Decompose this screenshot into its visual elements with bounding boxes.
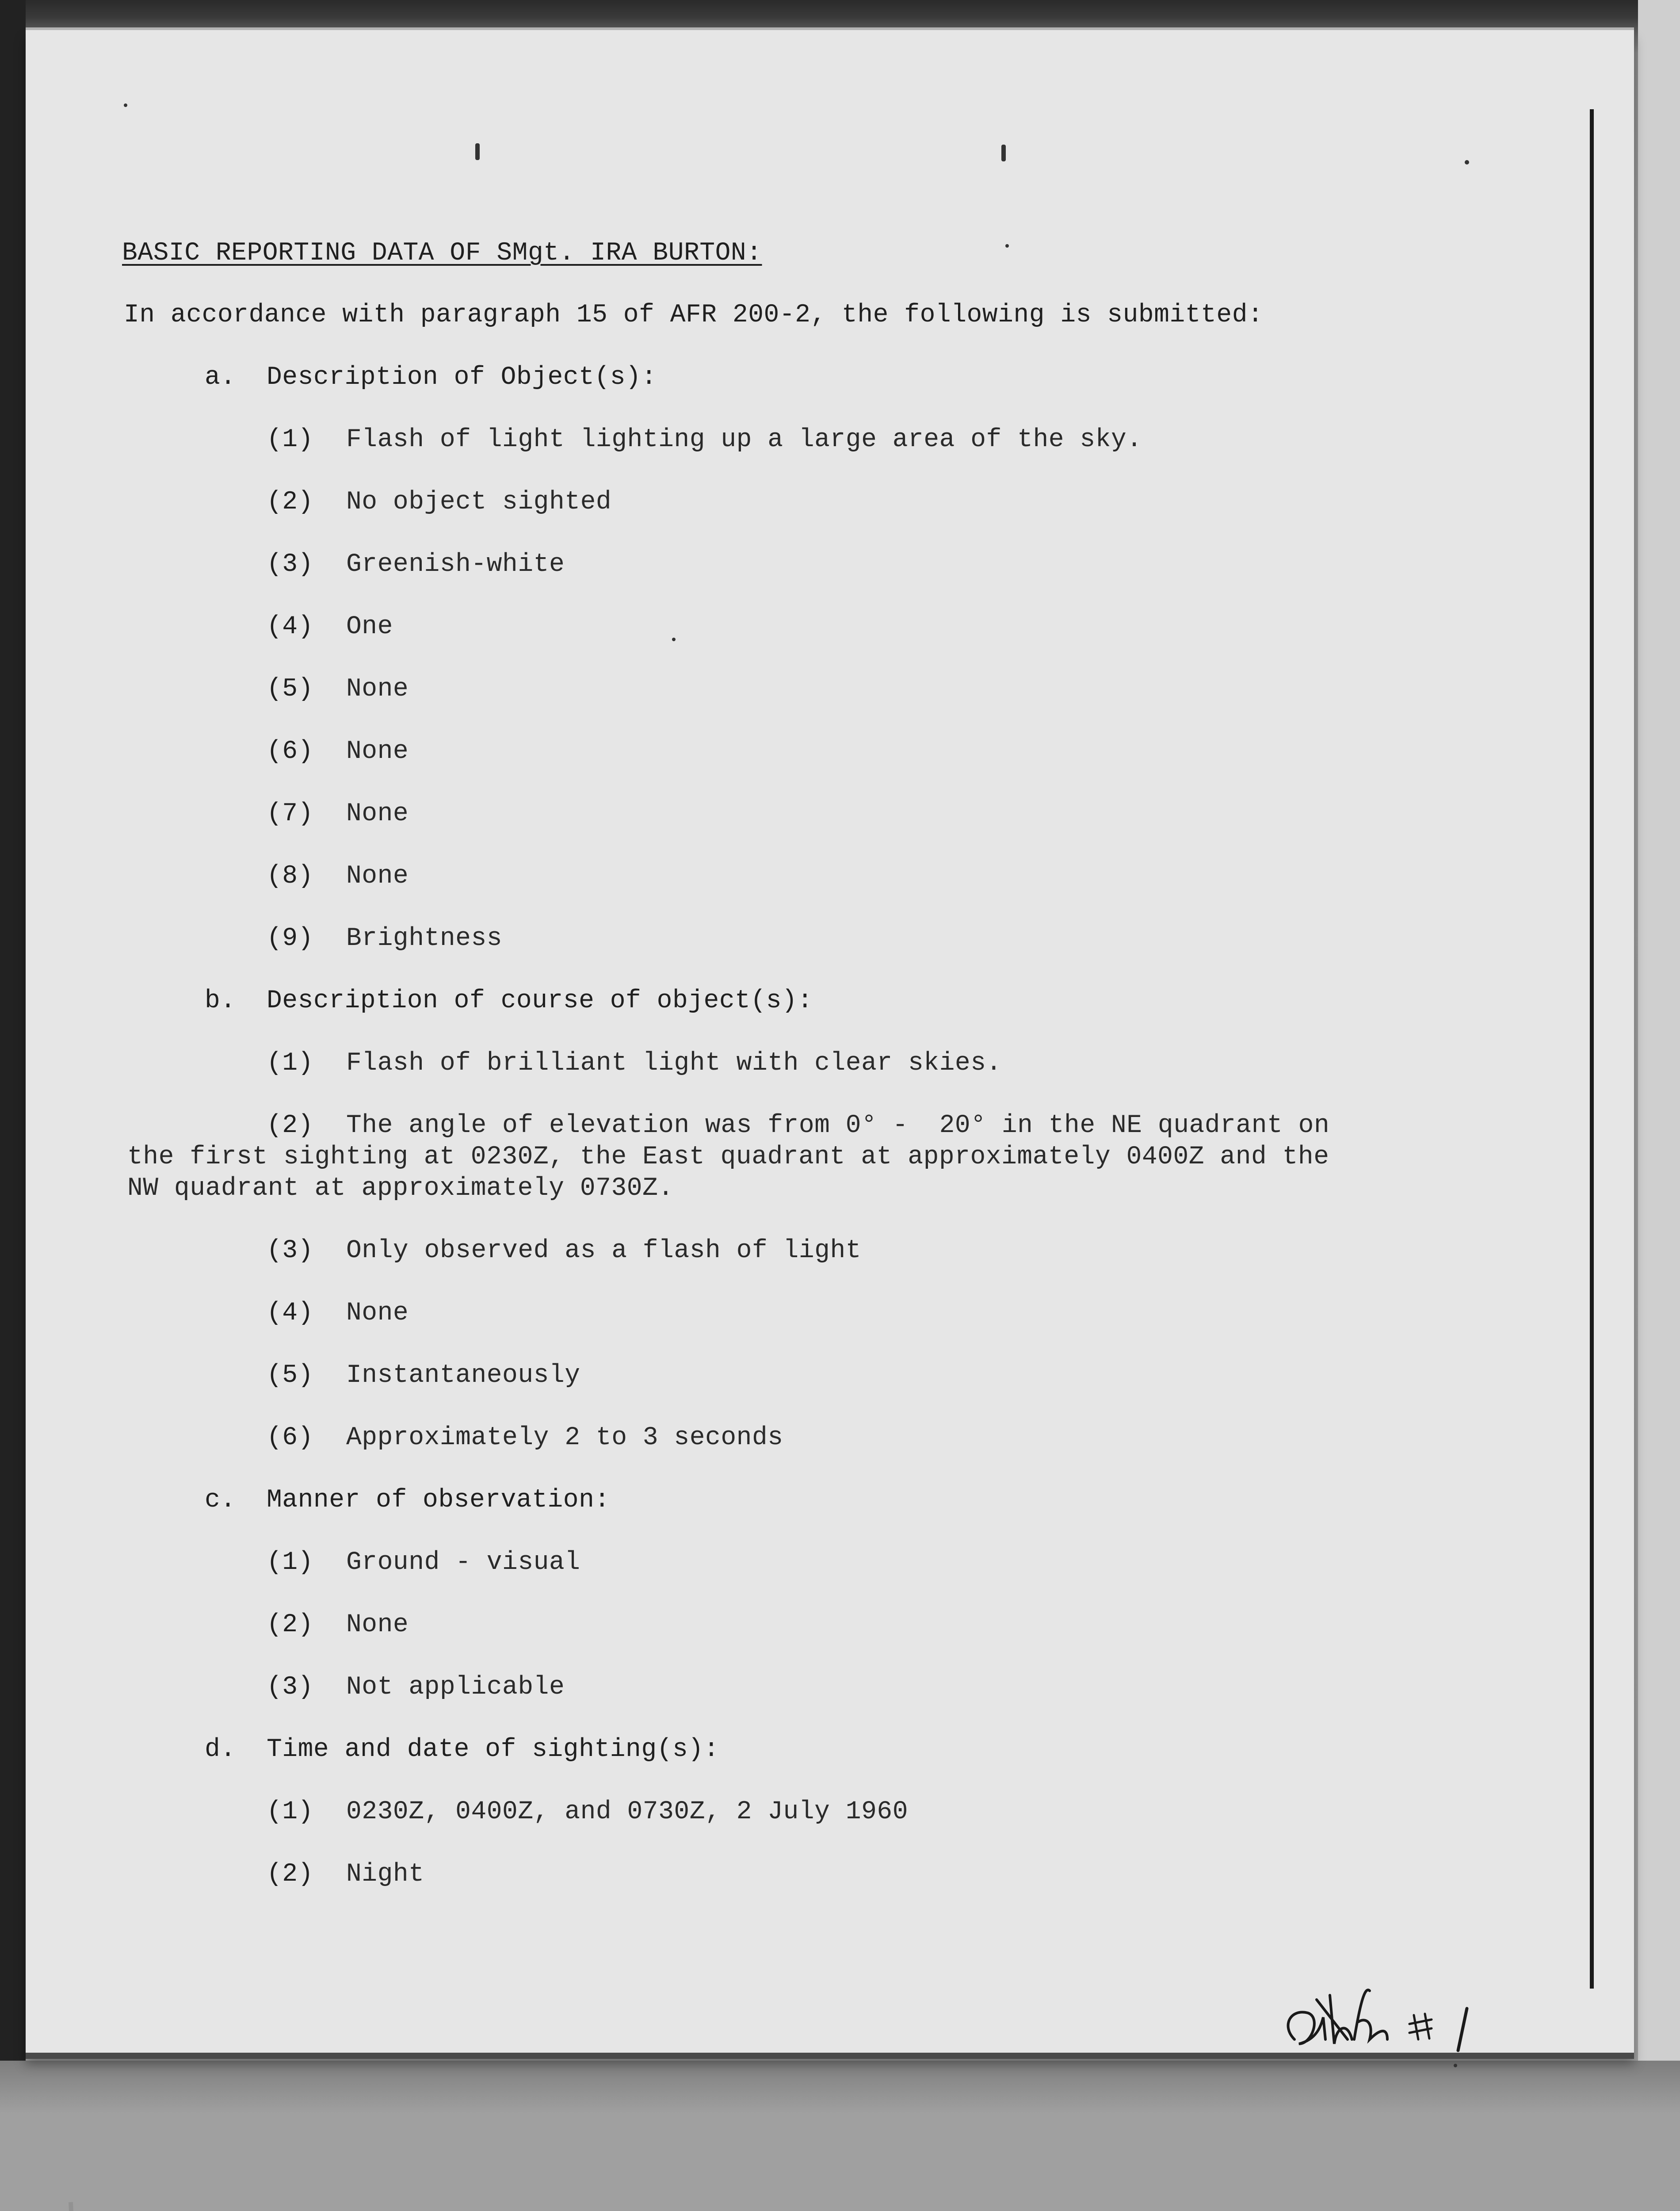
item-number: (5) <box>267 675 313 704</box>
item-number: (8) <box>267 862 313 891</box>
item-text: None <box>346 737 409 766</box>
scan-lower-area <box>0 2061 1680 2211</box>
section-title: Description of Object(s): <box>267 363 657 392</box>
item-text: Night <box>346 1860 424 1889</box>
item-number: (1) <box>267 1798 313 1826</box>
item-text: None <box>346 799 409 828</box>
item-number: (2) <box>267 1111 313 1140</box>
item-text: Flash of light lighting up a large area of the sky. <box>346 425 1142 454</box>
item-number: (6) <box>267 1423 313 1452</box>
scan-right-strip <box>1638 0 1680 2078</box>
item-text: Brightness <box>346 924 503 953</box>
item-text: 0230Z, 0400Z, and 0730Z, 2 July 1960 <box>346 1798 909 1826</box>
item-text: Instantaneously <box>346 1361 580 1390</box>
item-number: (3) <box>267 1673 313 1702</box>
item-number: (5) <box>267 1361 313 1390</box>
page-title: BASIC REPORTING DATA OF SMgt. IRA BURTON: <box>122 239 762 268</box>
scan-left-edge <box>0 0 26 2061</box>
item-text: None <box>346 1299 409 1327</box>
item-number: (1) <box>267 1049 313 1078</box>
item-number: (2) <box>267 488 313 516</box>
document-page <box>26 27 1634 2053</box>
item-number: (2) <box>267 1860 313 1889</box>
section-letter: d. <box>205 1735 236 1764</box>
item-number: (6) <box>267 737 313 766</box>
item-text: Greenish-white <box>346 550 565 579</box>
item-number: (9) <box>267 924 313 953</box>
item-number: (1) <box>267 425 313 454</box>
section-letter: c. <box>205 1486 236 1515</box>
item-text: None <box>346 675 409 704</box>
item-text: None <box>346 862 409 891</box>
item-number: (3) <box>267 1236 313 1265</box>
item-number: (4) <box>267 1299 313 1327</box>
handwritten-annotation <box>1277 1973 1507 2070</box>
item-text: No object sighted <box>346 488 612 516</box>
intro-paragraph: In accordance with paragraph 15 of AFR 200-2, the following is submitted: <box>124 301 1264 329</box>
item-number: (4) <box>267 612 313 641</box>
document-body <box>26 27 1634 2053</box>
section-letter: a. <box>205 363 236 392</box>
section-letter: b. <box>205 987 236 1015</box>
item-text: Not applicable <box>346 1673 565 1702</box>
item-text: Ground - visual <box>346 1548 580 1577</box>
section-title: Time and date of sighting(s): <box>267 1735 719 1764</box>
item-text: Approximately 2 to 3 seconds <box>346 1423 783 1452</box>
item-text: Flash of brilliant light with clear skies. <box>346 1049 1002 1078</box>
item-continuation: the first sighting at 0230Z, the East quadrant at approximately 0400Z and the <box>127 1143 1329 1171</box>
item-number: (3) <box>267 550 313 579</box>
item-number: (7) <box>267 799 313 828</box>
lower-left-marks <box>53 2149 230 2211</box>
section-title: Manner of observation: <box>267 1486 610 1515</box>
item-text: The angle of elevation was from 0° - 20° in the NE quadrant on <box>346 1111 1330 1140</box>
item-text: None <box>346 1610 409 1639</box>
item-text: Only observed as a flash of light <box>346 1236 862 1265</box>
item-number: (2) <box>267 1610 313 1639</box>
item-number: (1) <box>267 1548 313 1577</box>
item-continuation: NW quadrant at approximately 0730Z. <box>127 1174 674 1203</box>
section-title: Description of course of object(s): <box>267 987 813 1015</box>
item-text: One <box>346 612 393 641</box>
